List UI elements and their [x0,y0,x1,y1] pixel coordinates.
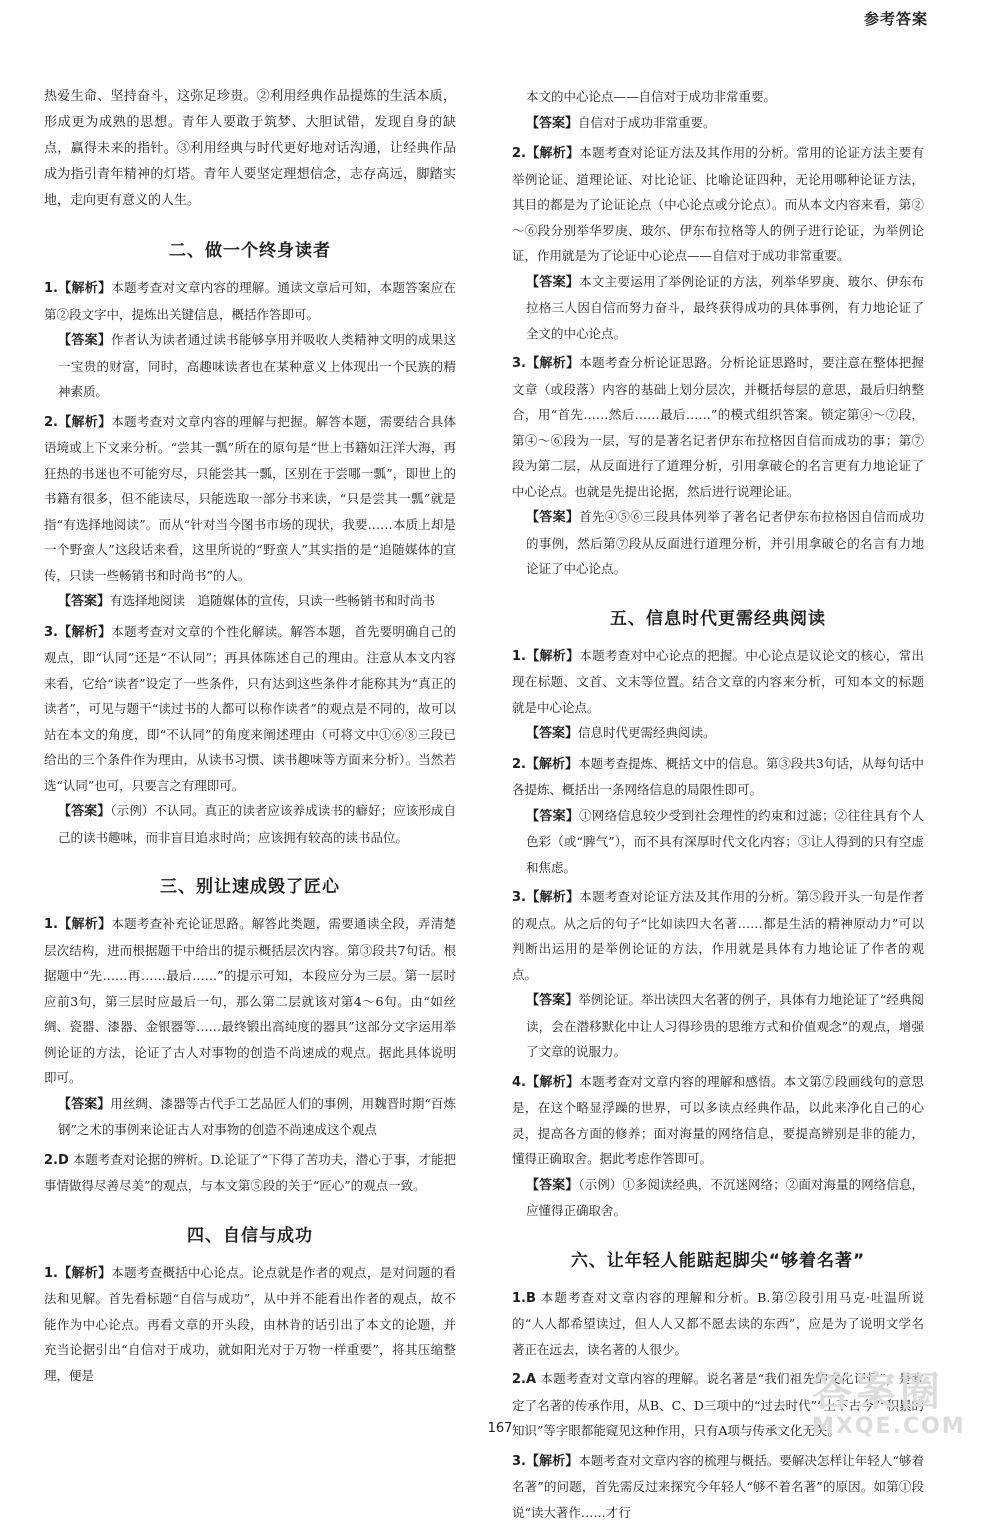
question-number: 3. [512,356,526,371]
analysis-text: 本题考查对论据的辨析。D.论证了“下得了苦功夫，潜心于事，才能把事情做得尽善尽美”的观点，与本文第⑤段的关于“匠心”的观点一致。 [44,1151,456,1193]
answer-tag: 【答案】 [526,274,580,290]
analysis-text: 本题考查对中心论点的把握。中心论点是议论文的核心，常出现在标题、文首、文末等位置。结合文章的内容来分析，可知本文的标题就是中心论点。 [512,647,924,715]
choice-tag: B [525,1290,536,1306]
choice-tag: A [525,1372,537,1387]
answer-tag: 【答案】 [526,510,580,525]
question-item [512,1448,924,1526]
analysis-text: 本题考查对论证方法及其作用的分析。常用的论证方法主要有举例论证、道理论证、对比论证、比喻论证四种，无论用哪种论证方法，其目的都是为了论证论点（中心论点或分论点）。而从本文内容来看，第②～⑥段分别举华罗庚、玻尔、伊东布拉格等人的例子进行论证，为举例论证，作用就是为了论证中心论点——自信对于成功非常重要。 [512,145,924,263]
question-number: 3. [512,1453,526,1469]
analysis-text: 本题考查分析论证思路。分析论证思路时，要注意在整体把握文章（或段落）内容的基础上划分层次，并概括每层的意思，最后归纳整合，用“首先……然后……最后……”的模式组织答案。锁定第④～⑦段，第④～⑥段为一层，写的是著名记者伊东布拉格因自信而成功的事；第⑦段为第二层，从反面进行了道理分析，引用拿破仑的名言更有力地论证了中心论点。也就是先提出论据，然后进行说理论证。 [512,355,924,499]
analysis-text: 本题考查对文章内容的理解与把握。解答本题，需要结合具体语境或上下文来分析。“尝其一瓢”所在的原句是“世上书籍如汪洋大海，再狂热的书迷也不可能穷尽，只能尝其一瓢，区别在于尝哪一瓢”，即世上的书籍有很多，但不能读尽，只能选取一部分书来读，“只是尝其一瓢”就是指“有选择地阅读”。而从“针对当今图书市场的现状，我要……本质上却是一个野蛮人”这段话来看，这里所说的“野蛮人”其实指的是“追随媒体的宣传，只读一些畅销书和时尚书”的人。 [44,413,456,583]
question-number: 1. [44,917,58,932]
analysis-tag: 【解析】 [525,890,580,905]
analysis-tag: 【解析】 [525,356,580,371]
analysis-text: 本题考查对文章内容的理解和分析。B.第②段引用马克·吐温所说的“人人都希望读过，但人人又都不愿去读的东西”，应是为了说明文学名著正在远去，读名著的人很少。 [512,1289,924,1357]
question-item [44,275,456,405]
analysis-tag: 【解析】 [525,756,579,772]
answer-text: （示例）不认同。真正的读者应该养成读书的癖好；应该形成自己的读书趣味，而非盲目追求时尚；应该拥有较高的读书品位。 [58,803,456,845]
section-title: 五、信息时代更需经典阅读 [610,608,826,629]
left-column [44,84,456,1392]
right-column [512,84,924,1529]
answer-text: 自信对于成功非常重要。 [578,114,716,130]
analysis-text: 本题考查对论证方法及其作用的分析。第⑤段开头一句是作者的观点。从之后的句子“比如读四大名著……都是生活的精神原动力”可以判断出运用的是举例论证的方法，作用就是具体有力地论证了作者的观点。 [512,889,924,982]
analysis-tag: 【解析】 [525,146,580,161]
answer-text: ①网络信息较少受到社会理性的约束和过滤；②往往具有个人色彩（或“脾气”），而不具有深厚时代文化内容；③让人得到的只有空虚和焦虑。 [526,807,924,875]
answer-tag: 【答案】 [58,594,111,609]
question-number: 1. [44,281,58,296]
question-item [44,1147,456,1199]
question-number: 1. [512,1290,526,1306]
analysis-tag: 【解析】 [525,1074,580,1090]
answer-text: （示例）①多阅读经典，不沉迷网络；②面对海量的网络信息，应懂得正确取舍。 [526,1176,924,1218]
question-item [512,140,924,346]
answer-text: 作者认为读者通过读书能够享用并吸收人类精神文明的成果这一宝贵的财富，同时，高趣味读者也在某种意义上体现出一个民族的精神素质。 [58,332,456,399]
question-item [512,751,924,881]
section-title: 二、做一个终身读者 [169,241,331,261]
analysis-tag: 【解析】 [57,917,112,932]
intro-paragraph: 热爱生命、坚持奋斗，这弥足珍贵。②利用经典作品提炼的生活本质，形成更为成熟的思想。青年人要敢于筑梦、大胆试错，发现自身的缺点，赢得未来的指针。③利用经典与时代更好地对话沟通，让经典作品成为指引青年精神的灯塔。青年人要坚定理想信念，志存高远，脚踏实地，走向更有意义的人生。 [44,89,456,208]
watermark-logo [812,1370,992,1448]
analysis-tag: 【解析】 [57,624,112,640]
section-title: 四、自信与成功 [187,1225,313,1246]
answer-tag: 【答案】 [526,808,580,824]
watermark-top-text: 答案圈 [812,1369,944,1415]
analysis-text: 本题考查提炼、概括文中的信息。第③段共3句话，从每句话中各提炼、概括出一条网络信息的局限性即可。 [512,755,924,797]
question-item [512,1285,924,1363]
question-item [44,911,456,1143]
question-number: 4. [512,1074,526,1090]
analysis-tag: 【解析】 [57,414,112,430]
analysis-tag: 【解析】 [57,281,112,296]
question-number: 1. [512,648,526,664]
section-title: 六、让年轻人能踮起脚尖“够着名著” [570,1250,866,1271]
question-item [44,1260,456,1389]
question-number: 2. [512,756,526,772]
analysis-tag: 【解析】 [525,648,580,664]
analysis-text: 本题考查概括中心论点。论点就是作者的观点，是对问题的看法和见解。首先看标题“自信与成功”，从中并不能看出作者的观点，故不能作为中心论点。再看文章的开头段，由林肯的话引出了本文的论题，并充当论据引出“自信对于成功，就如阳光对于万物一样重要”，将其压缩整理，便是 [44,1264,456,1383]
analysis-text: 本题考查对文章内容的理解和感悟。本文第⑦段画线句的意思是，在这个略显浮躁的世界，可以多读点经典作品，以此来净化自己的心灵，提高各方面的修养；面对海量的网络信息，要提高辨别是非的能力，懂得正确取舍。据此考虑作答即可。 [512,1073,924,1166]
question-item [512,84,924,136]
question-number: 2. [44,1152,58,1168]
analysis-text: 本题考查对文章内容的理解。通读文章后可知，本题答案应在第②段文字中，提炼出关键信息，概括作答即可。 [44,280,456,322]
watermark-bottom-text: MXQE.COM [812,1414,966,1439]
answer-tag: 【答案】 [58,804,111,819]
question-item [512,350,924,582]
question-item [512,643,924,747]
answer-tag: 【答案】 [58,1096,111,1112]
analysis-text: 本题考查对文章内容的理解。说名著是“我们祖先的文化记忆”，是肯定了名著的传承作用，从B、C、D三项中的“过去时代”“上下古今”“积累的知识”等字眼都能窥见这种作用，只有A项与传承文化无关。 [512,1371,924,1438]
answer-text: 首先④⑤⑥三段具体列举了著名记者伊东布拉格因自信而成功的事例，然后第⑦段从反面进行道理分析，并引用拿破仑的名言有力地论证了中心论点。 [526,509,924,576]
answer-text: 本文主要运用了举例论证的方法，列举华罗庚、玻尔、伊东布拉格三人因自信而努力奋斗，最终获得成功的具体事例，有力地论证了全文的中心论点。 [526,273,924,341]
section-title: 三、别让速成毁了匠心 [160,877,340,897]
question-number: 3. [512,890,526,905]
question-item [44,409,456,615]
continued-text: 本文的中心论点——自信对于成功非常重要。 [526,89,777,104]
question-item [512,884,924,1065]
page-number: 167 [487,1421,513,1436]
answer-tag: 【答案】 [526,115,579,131]
question-number: 3. [44,624,58,640]
answer-text: 用丝绸、漆器等古代手工艺品匠人们的事例，用魏晋时期“百炼钢”之术的事例来论证古人对事物的创造不尚速成这个观点 [58,1095,456,1137]
analysis-text: 本题考查对文章内容的梳理与概括。要解决怎样让年轻人“够着名著”的问题，首先需反过来探究今年轻人“够不着名著”的原因。如第①段说“读大著作……才行 [512,1452,924,1520]
question-number: 2. [512,146,526,161]
answer-tag: 【答案】 [526,993,579,1008]
answer-tag: 【答案】 [526,1177,579,1193]
choice-tag: D [57,1152,69,1168]
analysis-tag: 【解析】 [525,1453,579,1469]
question-number: 2. [44,414,58,430]
answer-tag: 【答案】 [526,726,579,741]
answer-tag: 【答案】 [58,333,112,348]
question-item [44,619,456,851]
analysis-text: 本题考查补充论证思路。解答此类题，需要通读全段，弄清楚层次结构，进而根据题干中给出的提示概括层次内容。第③段共7句话。根据题中“先……再……最后……”的提示可知，本段应分为三层。第一层时应前3句，第三层时应最后一句，那么第二层就该对第4～6句。由“如丝绸、瓷器、漆器、金银器等……最终锻出高纯度的器具”这部分文字运用举例论证的方法，论证了古人对事物的创造不尚速成的观点。据此具体说明即可。 [44,916,456,1085]
answer-text: 信息时代更需经典阅读。 [578,725,716,740]
question-item [512,1069,924,1224]
header-label: 参考答案 [863,10,928,28]
analysis-tag: 【解析】 [57,1265,112,1281]
question-number: 2. [512,1372,526,1387]
answer-text: 有选择地阅读 追随媒体的宣传，只读一些畅销书和时尚书 [110,593,436,608]
question-number: 1. [44,1265,58,1281]
answer-text: 举例论证。举出读四大名著的例子，具体有力地论证了“经典阅读，会在潜移默化中让人习得珍贵的思维方式和价值观念”的观点，增强了文章的说服力。 [526,992,924,1059]
analysis-text: 本题考查对文章的个性化解读。解答本题，首先要明确自己的观点，即“认同”还是“不认同”；再具体陈述自己的理由。注意从本文内容来看，它给“读者”设定了一些条件，只有达到这些条件才能称其为“真正的读者”，可见与题干“读过书的人都可以称作读者”的观点是不同的，故可以站在本文的角度，即“不认同”的角度来阐述理由（可将文中①⑥⑧三段已给出的三个条件作为理由，从读书习惯、读书趣味等方面来分析）。当然若选“认同”也可，只要言之有理即可。 [44,623,456,793]
